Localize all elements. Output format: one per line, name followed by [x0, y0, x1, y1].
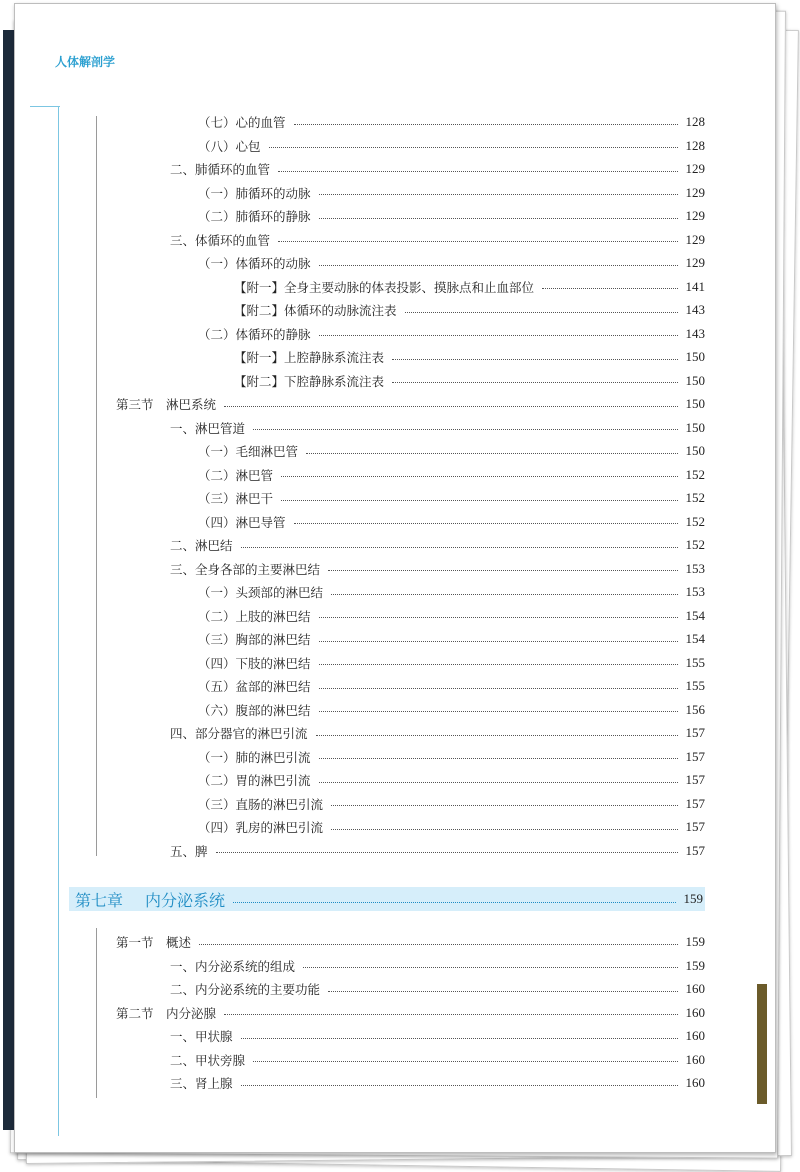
toc-entry[interactable]: [198, 489, 705, 507]
toc-entry-page: 152: [685, 513, 705, 529]
leader-dots: [199, 944, 677, 945]
leader-dots: [542, 288, 677, 289]
toc-entry-page: 156: [685, 701, 705, 717]
leader-dots: [319, 265, 678, 266]
toc-entry[interactable]: [198, 113, 705, 131]
leader-dots: [278, 171, 677, 172]
toc-entry-title: 二、甲状旁腺: [170, 1052, 246, 1068]
toc-entry-page: 143: [685, 325, 705, 341]
leader-dots: [224, 1014, 677, 1015]
leader-dots: [224, 406, 677, 407]
chapter-page-number: 159: [683, 891, 703, 906]
toc-entry-title: （四）下肢的淋巴结: [198, 655, 311, 671]
leader-dots: [306, 453, 677, 454]
toc-entry[interactable]: [198, 630, 705, 648]
toc-entry-title: （六）腹部的淋巴结: [198, 702, 311, 718]
toc-entry[interactable]: [198, 442, 705, 460]
toc-entry[interactable]: [198, 654, 705, 672]
toc-entry[interactable]: [198, 254, 705, 272]
leader-dots: [319, 335, 678, 336]
toc-entry-title: 三、肾上腺: [170, 1076, 233, 1091]
leader-dots: [319, 758, 678, 759]
toc-entry-title: 第二节 内分泌腺: [116, 1005, 217, 1021]
toc-entry[interactable]: [198, 701, 705, 719]
toc-entry-page: 128: [685, 137, 705, 153]
toc-entry-title: 四、部分器官的淋巴引流: [170, 726, 308, 741]
toc-entry[interactable]: [170, 231, 705, 249]
leader-dots: [233, 902, 675, 903]
toc-entry-title: 第三节 淋巴系统: [116, 397, 217, 412]
toc-entry-page: 152: [685, 537, 705, 552]
toc-entry-page: 152: [685, 490, 705, 505]
toc-entry-page: 129: [685, 184, 705, 200]
toc-entry-title: （一）体循环的动脉: [198, 256, 311, 271]
leader-dots: [241, 1085, 678, 1086]
toc-entry-title: 【附二】下腔静脉系流注表: [234, 373, 385, 389]
toc-entry-page: 155: [685, 654, 705, 670]
toc-entry-page: 157: [685, 772, 705, 787]
toc-entry-title: 五、脾: [170, 843, 208, 859]
leader-dots: [328, 570, 677, 571]
toc-entry-title: （三）胸部的淋巴结: [198, 632, 311, 647]
leader-dots: [241, 547, 678, 548]
header-rule: [30, 106, 60, 107]
toc-entry-title: 一、内分泌系统的组成: [170, 958, 296, 974]
leader-dots: [392, 359, 677, 360]
leader-dots: [294, 523, 678, 524]
toc-entry-title: 二、肺循环的血管: [170, 162, 271, 177]
toc-entry[interactable]: [170, 536, 705, 554]
toc-entry[interactable]: [116, 395, 705, 413]
toc-entry[interactable]: [170, 1051, 705, 1069]
toc-entry-page: 150: [685, 349, 705, 364]
toc-entry[interactable]: [234, 278, 705, 296]
toc-entry-title: （五）盆部的淋巴结: [198, 679, 311, 694]
toc-entry[interactable]: [198, 818, 705, 836]
leader-dots: [392, 382, 677, 383]
leader-dots: [319, 782, 678, 783]
toc-entry[interactable]: [198, 748, 705, 766]
toc-entry-page: 141: [685, 278, 705, 294]
toc-entry-title: 一、甲状腺: [170, 1029, 233, 1044]
toc-entry-page: 153: [685, 560, 705, 576]
toc-entry-title: 【附二】体循环的动脉流注表: [234, 303, 397, 318]
leader-dots: [278, 241, 677, 242]
toc-entry[interactable]: [234, 301, 705, 319]
leader-dots: [319, 218, 678, 219]
toc-entry-title: （二）体循环的静脉: [198, 326, 311, 342]
leader-dots: [281, 476, 677, 477]
toc-entry-page: 129: [685, 208, 705, 223]
toc-entry-title: 一、淋巴管道: [170, 420, 246, 436]
leader-dots: [319, 711, 678, 712]
toc-entry-page: 160: [685, 1051, 705, 1067]
toc-entry[interactable]: [170, 419, 705, 437]
toc-entry-page: 152: [685, 466, 705, 482]
toc-entry-page: 160: [685, 1075, 705, 1090]
toc-entry[interactable]: [116, 933, 705, 951]
toc-entry-title: （二）胃的淋巴引流: [198, 773, 311, 788]
toc-entry[interactable]: [198, 207, 705, 225]
toc-entry-page: 160: [685, 981, 705, 996]
toc-entry-title: 【附一】全身主要动脉的体表投影、摸脉点和止血部位: [234, 279, 535, 295]
chapter-number: 第七章: [75, 890, 124, 910]
toc-entry-title: （三）淋巴干: [198, 491, 274, 506]
toc-entry[interactable]: [198, 325, 705, 343]
leader-dots: [253, 429, 677, 430]
cover-edge-right: [757, 984, 767, 1104]
toc-entry-page: 143: [685, 302, 705, 317]
toc-entry[interactable]: [170, 560, 705, 578]
leader-dots: [253, 1061, 677, 1062]
leader-dots: [319, 664, 678, 665]
leader-dots: [405, 312, 678, 313]
toc-entry-title: 三、体循环的血管: [170, 232, 271, 248]
toc-entry[interactable]: [170, 1074, 705, 1092]
toc-entry[interactable]: [198, 795, 705, 813]
leader-dots: [294, 124, 678, 125]
toc-entry[interactable]: [198, 583, 705, 601]
toc-entry-title: （二）肺循环的静脉: [198, 209, 311, 224]
toc-entry[interactable]: [170, 724, 705, 742]
toc-entry[interactable]: [198, 137, 705, 155]
toc-entry[interactable]: [198, 771, 705, 789]
toc-entry-page: 150: [685, 396, 705, 411]
leader-dots: [328, 991, 677, 992]
leader-dots: [331, 805, 677, 806]
toc-entry-title: 二、内分泌系统的主要功能: [170, 982, 321, 997]
toc-entry-title: （八）心包: [198, 138, 261, 154]
toc-entry-page: 157: [685, 725, 705, 740]
toc-entry[interactable]: [170, 842, 705, 860]
toc-entry-title: （四）乳房的淋巴引流: [198, 820, 324, 835]
leader-dots: [319, 617, 678, 618]
leader-dots: [216, 852, 678, 853]
leader-dots: [319, 194, 678, 195]
toc-entry-page: 155: [685, 678, 705, 693]
toc-entry[interactable]: [170, 1027, 705, 1045]
toc-entry-page: 153: [685, 584, 705, 599]
toc-entry-title: （二）上肢的淋巴结: [198, 608, 311, 624]
toc-entry-page: 129: [685, 231, 705, 247]
toc-entry-page: 160: [685, 1028, 705, 1043]
toc-entry[interactable]: [170, 160, 705, 178]
toc-entry[interactable]: [170, 957, 705, 975]
toc-entry-title: （三）直肠的淋巴引流: [198, 796, 324, 812]
toc-entry-page: 159: [685, 957, 705, 973]
leader-dots: [319, 641, 678, 642]
toc-entry[interactable]: [170, 980, 705, 998]
leader-dots: [331, 829, 677, 830]
toc-entry-title: （七）心的血管: [198, 115, 286, 130]
toc-entry-page: 150: [685, 419, 705, 435]
section-rule-bottom: [96, 928, 97, 1098]
toc-entry-title: 三、全身各部的主要淋巴结: [170, 561, 321, 577]
toc-entry-title: （一）肺的淋巴引流: [198, 749, 311, 765]
leader-dots: [319, 688, 678, 689]
toc-entry-title: 【附一】上腔静脉系流注表: [234, 350, 385, 365]
toc-entry-page: 157: [685, 795, 705, 811]
toc-entry-title: （一）头颈部的淋巴结: [198, 585, 324, 600]
toc-entry-page: 159: [685, 934, 705, 949]
toc-entry-title: 二、淋巴结: [170, 538, 233, 553]
running-header: 人体解剖学: [55, 55, 116, 69]
leader-dots: [241, 1038, 678, 1039]
toc-entry[interactable]: [198, 513, 705, 531]
chapter-title: 内分泌系统: [145, 890, 226, 910]
chapter-heading[interactable]: [69, 887, 705, 911]
toc-entry-title: （一）肺循环的动脉: [198, 185, 311, 201]
toc-entry[interactable]: [116, 1004, 705, 1022]
toc-entry[interactable]: [234, 348, 705, 366]
toc-entry-title: （一）毛细淋巴管: [198, 444, 299, 459]
leader-dots: [303, 967, 677, 968]
toc-entry-page: 154: [685, 607, 705, 623]
toc-entry-title: （二）淋巴管: [198, 467, 274, 483]
toc-entry-page: 129: [685, 161, 705, 176]
toc-entry[interactable]: [198, 607, 705, 625]
leader-dots: [269, 147, 678, 148]
toc-entry-page: 150: [685, 372, 705, 388]
toc-entry[interactable]: [198, 466, 705, 484]
toc-entry-page: 150: [685, 443, 705, 458]
leader-dots: [281, 500, 677, 501]
section-rule-top: [96, 116, 97, 856]
toc-entry-page: 157: [685, 748, 705, 764]
toc-entry[interactable]: [198, 184, 705, 202]
leader-dots: [316, 735, 678, 736]
toc-entry[interactable]: [198, 677, 705, 695]
toc-entry-title: （四）淋巴导管: [198, 514, 286, 530]
margin-rule: [58, 106, 59, 1136]
toc-entry-page: 157: [685, 842, 705, 858]
toc-entry-title: 第一节 概述: [116, 935, 192, 950]
toc-entry-page: 128: [685, 114, 705, 129]
toc-entry-page: 157: [685, 819, 705, 834]
leader-dots: [331, 594, 677, 595]
toc-entry-page: 160: [685, 1004, 705, 1020]
toc-entry-page: 129: [685, 255, 705, 270]
toc-entry[interactable]: [234, 372, 705, 390]
toc-entry-page: 154: [685, 631, 705, 646]
